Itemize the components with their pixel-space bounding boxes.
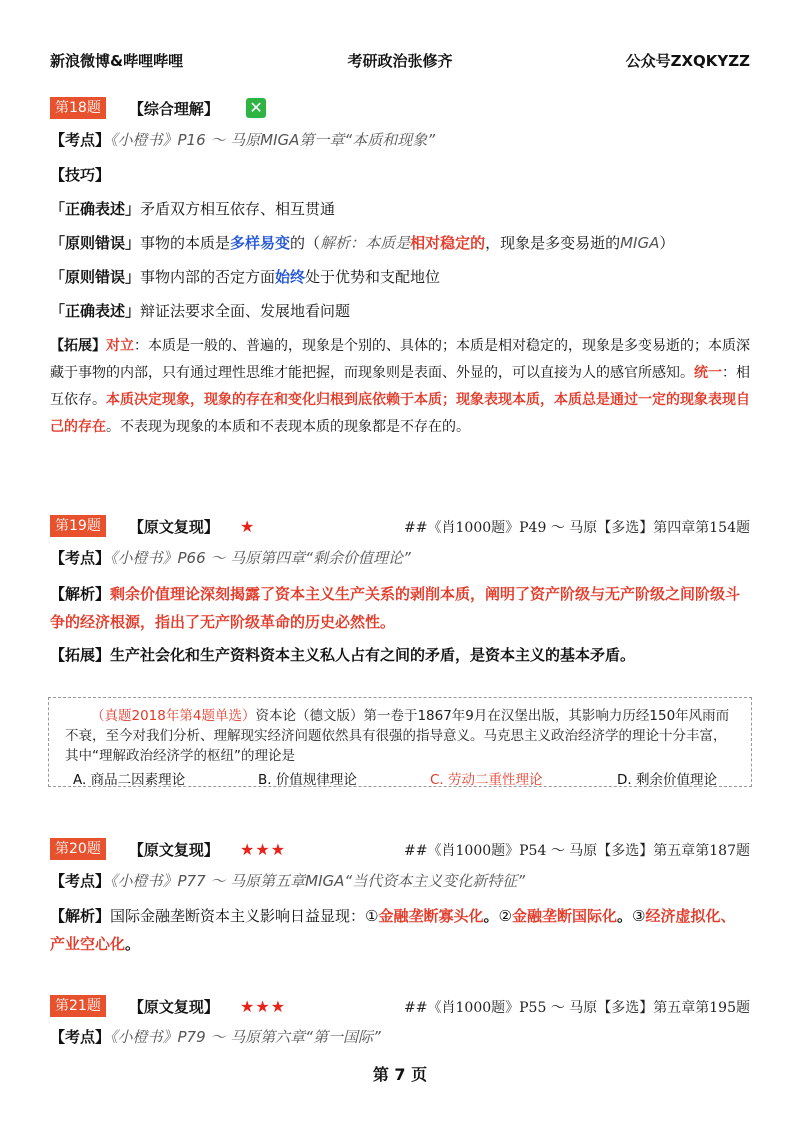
reference: ##《肖1000题》P55 ～ 马原【多选】第五章第195题 xyxy=(404,1000,750,1016)
q18-line-1: 「正确表述」矛盾双方相互依存、相互贯通 xyxy=(50,200,336,218)
q18-jiqiao: 【技巧】 xyxy=(50,166,111,184)
question-20 xyxy=(50,838,750,862)
question-18 xyxy=(50,97,750,119)
star-rating: ★★★ xyxy=(240,996,287,1016)
question-tag: 【原文复现】 xyxy=(128,840,219,859)
header-left: 新浪微博&哔哩哔哩 xyxy=(50,52,184,70)
q19-tuozhan: 【拓展】生产社会化和生产资料资本主义私人占有之间的矛盾，是资本主义的基本矛盾。 xyxy=(50,646,636,664)
question-tag: 【原文复现】 xyxy=(128,997,219,1016)
header-right: 公众号ZXQKYZZ xyxy=(625,52,750,70)
question-tag: 【原文复现】 xyxy=(128,517,219,536)
option-a: A. 商品二因素理论 xyxy=(73,772,186,788)
q18-line-2: 「原则错误」事物的本质是多样易变的（解析：本质是相对稳定的，现象是多变易逝的MIGA） xyxy=(50,234,675,252)
page-header xyxy=(50,50,750,74)
page-number: 第 7 页 xyxy=(372,1065,428,1084)
option-b: B. 价值规律理论 xyxy=(258,772,357,788)
question-19 xyxy=(50,515,750,539)
question-21 xyxy=(50,995,750,1019)
question-number: 第18题 xyxy=(50,97,106,119)
q18-line-3: 「原则错误」事物内部的否定方面始终处于优势和支配地位 xyxy=(50,268,441,286)
q18-line-4: 「正确表述」辩证法要求全面、发展地看问题 xyxy=(50,302,351,320)
exam-question-box xyxy=(48,697,752,787)
star-rating: ★★★ xyxy=(240,839,287,859)
question-tag: 【综合理解】 xyxy=(128,99,219,118)
reference: ##《肖1000题》P54 ～ 马原【多选】第五章第187题 xyxy=(404,843,750,859)
q20-jiexi: 【解析】国际金融垄断资本主义影响日益显现：①金融垄断寡头化。②金融垄断国际化。③经济虚拟化、产业空心化。 xyxy=(50,907,736,953)
exam-question-text: （真题2018年第4题单选）资本论（德文版）第一卷于1867年9月在汉堡出版，其影响力历经150年风雨而不衰，至今对我们分析、理解现实经济问题依然具有很强的指导意义。马克思主义政治经济学的理论十分丰富，其中“理解政治经济学的枢纽”的理论是 xyxy=(65,708,730,764)
q20-kaodian: 【考点】《小橙书》P77 ～ 马原第五章MIGA“当代资本主义变化新特征” xyxy=(50,872,525,890)
reference: ##《肖1000题》P49 ～ 马原【多选】第四章第154题 xyxy=(404,520,750,536)
question-number: 第21题 xyxy=(50,995,106,1017)
q19-jiexi: 【解析】剩余价值理论深刻揭露了资本主义生产关系的剥削本质，阐明了资产阶级与无产阶级之间阶级斗争的经济根源，指出了无产阶级革命的历史必然性。 xyxy=(50,585,741,631)
q18-kaodian: 【考点】《小橙书》P16 ～ 马原MIGA第一章“本质和现象” xyxy=(50,131,435,149)
option-c-answer: C. 劳动二重性理论 xyxy=(430,772,543,788)
q21-kaodian: 【考点】《小橙书》P79 ～ 马原第六章“第一国际” xyxy=(50,1028,381,1046)
q19-kaodian: 【考点】《小橙书》P66 ～ 马原第四章“剩余价值理论” xyxy=(50,549,411,567)
wrong-x-icon: ✕ xyxy=(246,98,266,118)
exam-options xyxy=(65,768,737,788)
q18-tuozhan: 【拓展】对立：本质是一般的、普遍的，现象是个别的、具体的；本质是相对稳定的，现象是多变易逝的；本质深藏于事物的内部，只有通过理性思维才能把握，而现象则是表面、外显的，可以直接为人的感官所感知。统一：相互依存。本质决定现象，现象的存在和变化归根到底依赖于本质；现象表现本质，本质总是通过一定的现象表现自己的存在。不表现为现象的本质和不表现本质的现象都是不存在的。 xyxy=(50,338,750,435)
question-number: 第20题 xyxy=(50,838,106,860)
header-center: 考研政治张修齐 xyxy=(347,52,453,70)
star-rating: ★ xyxy=(240,516,256,536)
question-number: 第19题 xyxy=(50,515,106,537)
option-d: D. 剩余价值理论 xyxy=(617,772,717,788)
